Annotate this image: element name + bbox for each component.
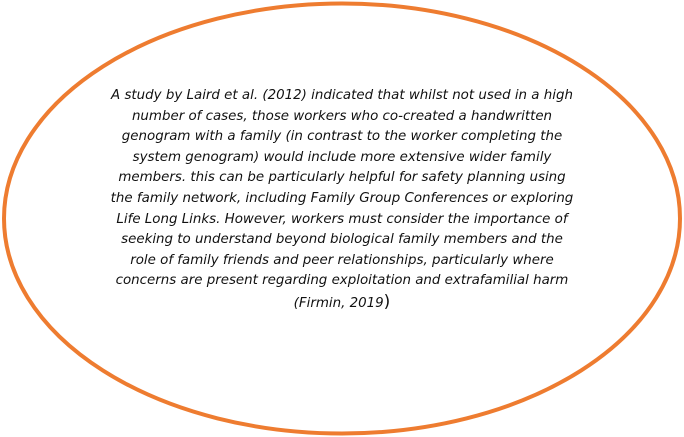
callout-text-line: members. this can be particularly helpful for safety planning using	[118, 170, 566, 186]
callout-text	[0, 86, 684, 315]
callout-text-line: role of family friends and peer relationships, particularly where	[130, 252, 554, 268]
callout-text-line: A study by Laird et al. (2012) indicated that whilst not used in a high	[111, 88, 573, 103]
callout-text-line: seeking to understand beyond biological family members and the	[121, 232, 563, 248]
citation-close-paren: )	[383, 291, 391, 312]
callout-text-line: system genogram) would include more extensive wider family	[132, 149, 552, 165]
callout-text-line: genogram with a family (in contrast to the worker completing the	[121, 129, 563, 145]
citation-text: (Firmin, 2019	[293, 295, 384, 311]
callout-citation-line	[0, 292, 684, 315]
callout-text-line: Life Long Links. However, workers must consider the importance of	[116, 211, 568, 227]
callout-text-line: number of cases, those workers who co-created a handwritten	[131, 108, 553, 124]
callout-text-line: concerns are present regarding exploitation and extrafamilial harm	[115, 273, 569, 289]
callout-text-line: the family network, including Family Group Conferences or exploring	[110, 190, 574, 206]
